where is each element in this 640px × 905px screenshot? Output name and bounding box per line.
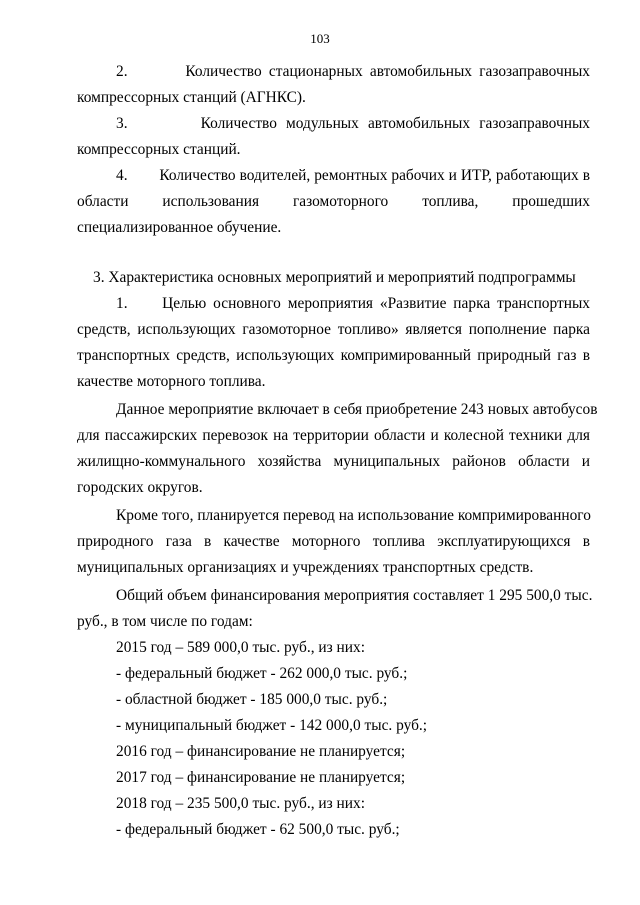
para4-line-1: Общий объем финансирования мероприятия составляет 1 295 500,0 тыс. [116,587,593,604]
funding-line-8: - федеральный бюджет - 62 500,0 тыс. руб.; [116,821,400,838]
para3-line-2: природного газа в качестве моторного топлива эксплуатирующихся в [77,533,590,550]
list-item-3-line-1: 3. Количество модульных автомобильных газозаправочных [116,115,590,132]
funding-line-4: - муниципальный бюджет - 142 000,0 тыс. руб.; [116,717,428,734]
para2-line-3: жилищно-коммунального хозяйства муниципальных районов области и [77,453,590,470]
list-item-2-line-1: 2. Количество стационарных автомобильных газозаправочных [116,63,590,80]
funding-line-7: 2018 год – 235 500,0 тыс. руб., из них: [116,795,365,812]
para3-line-1: Кроме того, планируется перевод на использование компримированного [116,507,591,524]
funding-line-6: 2017 год – финансирование не планируется; [116,769,406,786]
page-number: 103 [310,31,330,46]
section-heading: 3. Характеристика основных мероприятий и мероприятий подпрограммы [93,269,576,286]
list-item-3-line-2: компрессорных станций. [77,141,241,158]
para3-line-3: муниципальных организациях и учреждениях транспортных средств. [77,559,534,576]
para4-line-2: руб., в том числе по годам: [77,613,253,630]
list-item-2-line-2: компрессорных станций (АГНКС). [77,89,306,106]
para2-line-1: Данное мероприятие включает в себя приобретение 243 новых автобусов [116,401,598,418]
para2-line-2: для пассажирских перевозок на территории области и колесной техники для [77,427,590,444]
list-item-4-line-1: 4. Количество водителей, ремонтных рабочих и ИТР, работающих в [116,167,590,184]
funding-line-1: 2015 год – 589 000,0 тыс. руб., из них: [116,639,365,656]
para1-line-3: транспортных средств, использующих компримированный природный газ в [77,347,590,364]
list-item-4-line-3: специализированное обучение. [77,219,282,236]
funding-line-5: 2016 год – финансирование не планируется; [116,743,406,760]
list-item-4-line-2: области использования газомоторного топлива, прошедших [77,193,590,210]
para1-line-1: 1. Целью основного мероприятия «Развитие парка транспортных [116,295,590,312]
funding-line-3: - областной бюджет - 185 000,0 тыс. руб.; [116,691,388,708]
funding-line-2: - федеральный бюджет - 262 000,0 тыс. руб.; [116,665,408,682]
para1-line-2: средств, использующих газомоторное топливо» является пополнение парка [77,321,590,338]
para2-line-4: городских округов. [77,479,203,496]
para1-line-4: качестве моторного топлива. [77,373,266,390]
